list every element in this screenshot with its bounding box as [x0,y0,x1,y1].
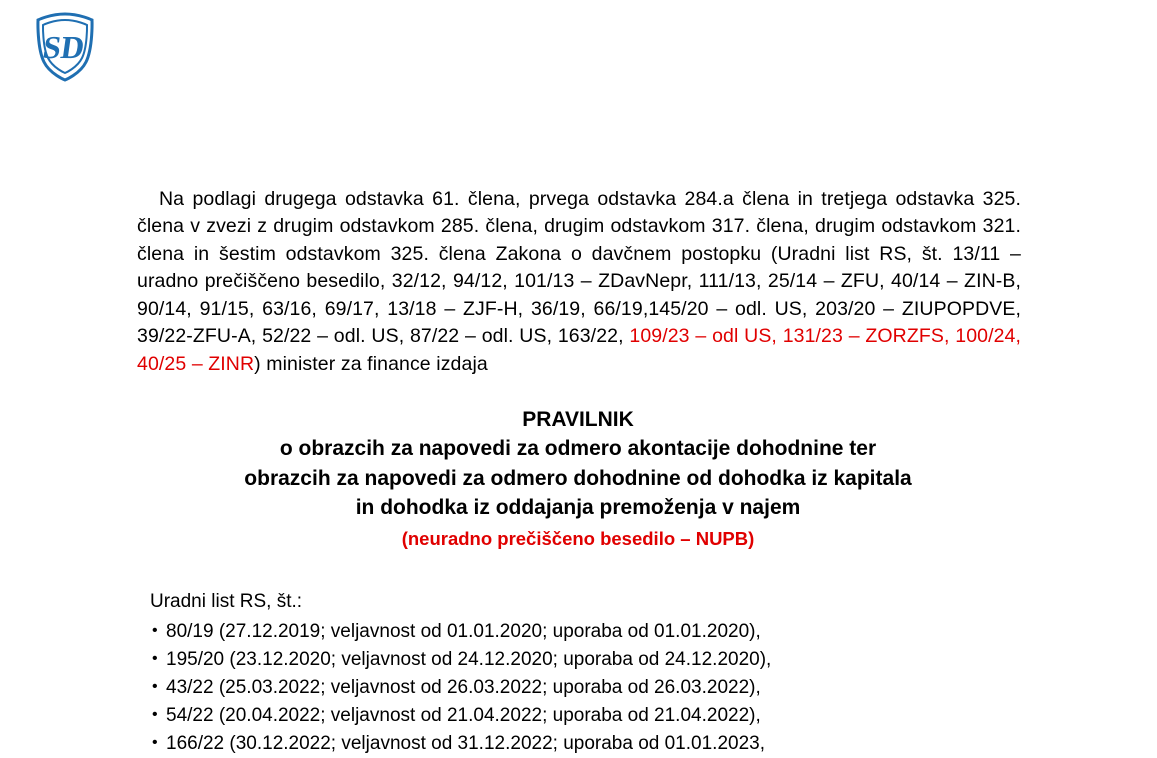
list-item: • 54/22 (20.04.2022; veljavnost od 21.04.2022; uporaba od 21.04.2022), [150,702,1050,730]
preamble-text-tail: ) minister za finance izdaja [254,352,488,375]
preamble-text-black: Na podlagi drugega odstavka 61. člena, prvega odstavka 284.a člena in tretjega odstavka 325. člena v zvezi z drugim odstavkom 285. člena, drugim odstavkom 317. člena, drugim odstavkom 321. člena in šestim odstavkom 325. člena Zakona o davčnem postopku (Uradni list RS, št. 13/11 – uradno prečiščeno besedilo, 32/12, 94/12, 101/13 – ZDavNepr, 111/13, 25/14 – ZFU, 40/14 – ZIN-B, 90/14, 91/15, 63/16, 69/17, 13/18 – ZJF-H, 36/19, 66/19,145/20 – odl. US, 203/20 – ZIUPOPDVE, 39/22-ZFU-A, 52/22 – odl. US, 87/22 – odl. US, 163/22, [137,187,1021,347]
gazette-list-heading: Uradni list RS, št.: [150,591,303,612]
svg-text:SD: SD [40,29,87,65]
list-item: • 195/20 (23.12.2020; veljavnost od 24.12.2020; uporaba od 24.12.2020), [150,646,1050,674]
preamble-paragraph [137,186,1021,379]
document-nupb-note: (neuradno prečiščeno besedilo – NUPB) [401,527,755,549]
gazette-list [150,588,1050,758]
document-subtitle-line-3: in dohodka iz oddajanja premoženja v najem [355,496,801,519]
preamble-text-red: 109/23 – odl US, 131/23 – ZORZFS, 100/24, 40/25 – ZINR [137,325,1022,375]
list-item: • 80/19 (27.12.2019; veljavnost od 01.01.2020; uporaba od 01.01.2020), [150,618,1050,646]
document-title: PRAVILNIK [522,408,634,431]
title-block [78,405,1078,553]
list-item: • 166/22 (30.12.2022; veljavnost od 31.12.2022; uporaba od 01.01.2023, [150,730,1050,758]
list-item: • 43/22 (25.03.2022; veljavnost od 26.03.2022; uporaba od 26.03.2022), [150,674,1050,702]
document-subtitle-line-1: o obrazcih za napovedi za odmero akontacije dohodnine ter [279,437,877,460]
document-subtitle-line-2: obrazcih za napovedi za odmero dohodnine od dohodka iz kapitala [244,466,912,490]
shield-logo-icon [28,10,102,84]
